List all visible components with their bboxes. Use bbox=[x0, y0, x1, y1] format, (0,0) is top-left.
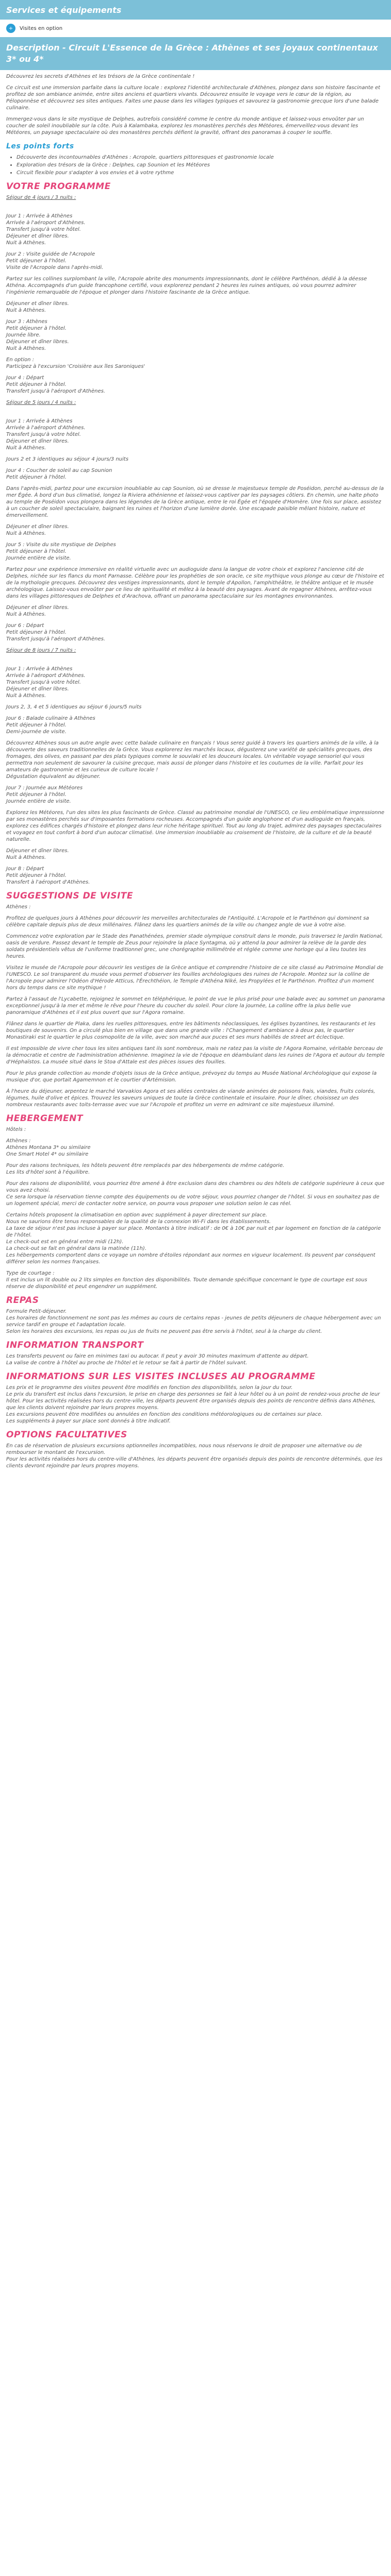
programme-block bbox=[6, 566, 385, 600]
day-line: Déjeuner et dîner libres. bbox=[6, 438, 69, 444]
option-row bbox=[0, 20, 391, 37]
day-line: Petit déjeuner à l'hôtel. bbox=[6, 630, 67, 635]
day-line: Journée entière de visite. bbox=[6, 555, 71, 561]
day-line: Journée libre. bbox=[6, 332, 41, 338]
paragraph: Partez à l'assaut de l'Lycabette, rejoignez le sommet en téléphérique, le point de vue le plus prisé pour une balade avec au sommet un panorama exceptionnel jusqu'à la mer et même le rêve pour l'heure du coucher du soleil. Pour clore la journée, La colline offre la plus belle vue panoramique d'Athènes et il est plus ouvert que sur l'Agora romaine. bbox=[6, 996, 385, 1015]
paragraph: Les prix et le programme des visites peuvent être modifiés en fonction des disponibilités, selon la jour du tour. Le prix du transfert est inclus dans l'excursion, le prise en charge des personnes se fait à leur hôtel ou à un point de rendez-vous proche de leur hôtel. Pour les activités réalisées hors du centre-ville, les départs peuvent être organisés depuis des points de rencontre définis dans Athènes, que les clients doivent rejoindre par leurs propres moyens. Les excursions peuvent être modifiées ou annulées en fonction des conditions météorologiques ou de certaines sur place. Les suppléments à payer sur place sont donnés à titre indicatif. bbox=[6, 1385, 380, 1424]
day-title: Jour 7 : Journée aux Météores bbox=[6, 785, 83, 791]
description-header bbox=[0, 37, 391, 70]
programme-block bbox=[6, 622, 385, 642]
points-list bbox=[6, 154, 385, 176]
transport bbox=[6, 1353, 385, 1366]
day-line: Transfert jusqu'à votre hôtel. bbox=[6, 680, 81, 685]
paragraph: Athènes : Athènes Montana 3* ou similaire One Smart Hotel 4* ou similaire bbox=[6, 1138, 91, 1157]
plus-icon: + bbox=[6, 24, 15, 33]
programme-block bbox=[6, 213, 385, 246]
programme8-intro: Séjour de 8 jours / 7 nuits : bbox=[6, 648, 76, 653]
day-title: Jour 3 : Athènes bbox=[6, 319, 47, 325]
visites-title: INFORMATIONS SUR LES VISITES INCLUSES AU PROGRAMME bbox=[6, 1371, 316, 1382]
day-line: Arrivée à l'aéroport d'Athènes. bbox=[6, 220, 86, 226]
programme-block bbox=[6, 300, 385, 314]
day-line: Nuit à Athènes. bbox=[6, 346, 46, 351]
hebergement-title: HEBERGEMENT bbox=[6, 1113, 83, 1124]
points-title: Les points forts bbox=[6, 142, 74, 150]
paragraph: Ce circuit est une immersion parfaite dans la culture locale : explorez l'identité architecturale d'Athènes, plongez dans son histoire fascinante et profitez de son ambiance animée, entre sites anciens et quartiers vivants. Découvrez ensuite le voyage vers le cœur de la région, au Péloponnèse et découvrez ses sites antiques. Faites une pause dans les villages typiques et savourez la gastronomie grecque lors d'une balade culinaire. bbox=[6, 85, 381, 111]
day-line: Explorez les Météores, l'un des sites les plus fascinants de Grèce. Classé au patrimoine mondial de l'UNESCO, ce lieu emblématique impressionne par ses monastères perchés sur d'imposantes formations rocheuses. Accompagnés d'un guide anglophone et d'un audioguide en français, explorez ces édifices chargés d'histoire et plongez dans leur riche héritage spirituel. Tout au long du trajet, admirez des paysages spectaculaires et voyagez en tout confort à bord d'un autocar climatisé. Une immersion inoubliable au croisement de l'histoire, de la culture et de la beauté naturelle. bbox=[6, 810, 384, 842]
programme-block bbox=[6, 251, 385, 271]
visites bbox=[6, 1384, 385, 1425]
programme-block bbox=[6, 541, 385, 562]
paragraph: Il est impossible de vivre cher tous les sites antiques tant ils sont nombreux, mais ne ratez pas la visite de l'Agora Romaine, véritable berceau de la démocratie et centre de l'administration athénienne. Imaginez la vie de l'époque en déambulant dans les ruines de l'Agora et autour du temple d'Héphaïstos. La musée situé dans le Stoa d'Attale est des pièces issues des fouilles. bbox=[6, 1046, 385, 1065]
day-line: Transfert jusqu'à l'aéroport d'Athènes. bbox=[6, 636, 106, 642]
programme-block bbox=[6, 785, 385, 805]
intro bbox=[6, 73, 385, 136]
programme-block bbox=[6, 866, 385, 886]
day-title: Jour 8 : Départ bbox=[6, 866, 44, 872]
programme-block bbox=[6, 375, 385, 395]
services-title: Services et équipements bbox=[6, 5, 122, 15]
day-line: Nuit à Athènes. bbox=[6, 445, 46, 451]
day-line: Visite de l'Acropole dans l'après-midi. bbox=[6, 265, 104, 270]
day-line: Petit déjeuner à l'hôtel. bbox=[6, 326, 67, 331]
programme-block bbox=[6, 704, 385, 710]
paragraph: Pour des raisons de disponibilité, vous pourriez être amené à être exclusion dans des chambres ou des hôtels de catégorie supérieure à ceux que vous avez choisi. Ce sera lorsque la réservation tienne compte des équipements ou de votre séjour, vous pourriez changer de l'hôtel. Si vous en souhaitez pas de un logement spécial, merci de contacter notre service, on pourra vous proposer une solution selon le cas réel. bbox=[6, 1181, 385, 1207]
day-line: Arrivée à l'aéroport d'Athènes. bbox=[6, 425, 86, 431]
programme-8 bbox=[6, 666, 385, 886]
day-title: Jour 4 : Coucher de soleil au cap Sounion bbox=[6, 468, 112, 473]
transport-title: INFORMATION TRANSPORT bbox=[6, 1340, 144, 1350]
day-line: Demi-journée de visite. bbox=[6, 729, 67, 735]
paragraph: Immergez-vous dans le site mystique de Delphes, autrefois considéré comme le centre du monde antique et laissez-vous envoûter par un coucher de soleil inoubliable sur la côte. Puis à Kalambaka, explorez les monastères perchés des Météores, émerveillez-vous devant les Météores, un paysage spectaculaire où des monastères perchés défient la gravité, offrant des panoramas à couper le souffle. bbox=[6, 116, 364, 135]
paragraph: Les transferts peuvent ou faire en minimes taxi ou autocar. Il peut y avoir 30 minutes maximum d'attente au départ. La valise de contre à l'hôtel au proche de l'hôtel et le retour se fait à partir de l'hôtel suivant. bbox=[6, 1353, 309, 1366]
day-line: Déjeuner et dîner libres. bbox=[6, 233, 69, 239]
paragraph: Formule Petit-déjeuner. Les horaires de fonctionnement ne sont pas les mêmes au cours de certains repas - jeunes de petits déjeuners de chaque hébergement avec un service tardif en groupe et l'adaptation locale. Selon les horaires des excursions, les repas ou jus de fruits ne peuvent pas être servis à l'hôtel, seul à la charge du client. bbox=[6, 1309, 381, 1334]
day-line: Déjeuner et dîner libres. bbox=[6, 686, 69, 692]
programme-5 bbox=[6, 418, 385, 642]
day-line: Jours 2 et 3 identiques au séjour 4 jours/3 nuits bbox=[6, 456, 128, 462]
day-line: Petit déjeuner à l'hôtel. bbox=[6, 258, 67, 264]
paragraph: Visitez le musée de l'Acropole pour découvrir les vestiges de la Grèce antique et comprendre l'histoire de ce site classé au Patrimoine Mondial de l'UNESCO. Le sol transparent du musée vous permet d'observer les fouilles archéologiques des ruines de l'Acropole. Montez sur la colline de l'Acropole pour admirer l'Odéon d'Hérode Atticus, l'Érechthéion, le Temple d'Athéna Niké, les Propylées et le Parthénon. Profitez d'un moment hors du temps dans ce site mythique ! bbox=[6, 965, 384, 991]
programme-intro: Séjour de 4 jours / 3 nuits : bbox=[6, 195, 76, 200]
day-line: Transfert à l'aéroport d'Athènes. bbox=[6, 879, 90, 885]
day-title: Jour 1 : Arrivée à Athènes bbox=[6, 418, 73, 424]
day-line: Dégustation équivalent au déjeuner. bbox=[6, 774, 101, 779]
repas-title: REPAS bbox=[6, 1295, 39, 1306]
programme-block bbox=[6, 467, 385, 481]
day-line: Nuit à Athènes. bbox=[6, 308, 46, 313]
day-line: Petit déjeuner à l'hôtel. bbox=[6, 792, 67, 798]
day-title: En option : bbox=[6, 357, 35, 363]
description-title: Description - Circuit L'Essence de la Grèce : Athènes et ses joyaux continentaux 3* ou 4* bbox=[6, 43, 378, 64]
paragraph: Certains hôtels proposent la climatisation en option avec supplément à payer directement sur place. Nous ne saurions être tenus responsables de la qualité de la connexion Wi-Fi dans les établissements. La taxe de séjour n'est pas incluse à payer sur place. Montants à titre indicatif : de 0€ à 10€ par nuit et par logement en fonction de la catégorie de l'hôtel. Le check-out est en général entre midi (12h). La check-out se fait en général dans la matinée (11h). Les hébergements comportent dans ce voyage un nombre d'étoiles répondant aux normes en vigueur localement. Ils peuvent par conséquent différer selon les normes françaises. bbox=[6, 1212, 381, 1265]
point-item: • Découverte des incontournables d'Athènes : Acropole, quartiers pittoresques et gastronomie locale bbox=[17, 154, 385, 161]
day-line: Transfert jusqu'à l'aéroport d'Athènes. bbox=[6, 388, 106, 394]
programme-block bbox=[6, 666, 385, 699]
day-line: Petit déjeuner à l'hôtel. bbox=[6, 873, 67, 878]
day-title: Jour 1 : Arrivée à Athènes bbox=[6, 666, 73, 672]
content bbox=[0, 70, 391, 1469]
programme-block bbox=[6, 276, 385, 296]
day-line: Transfert jusqu'à votre hôtel. bbox=[6, 432, 81, 437]
day-line: Découvrez Athènes sous un autre angle avec cette balade culinaire en français ! Vous serez guidé à travers les quartiers animés de la ville, à la découverte des saveurs traditionnelles de la Grèce. Vous explorerez les marchés locaux, dégusterez une variété de spécialités grecques, des fromages, des olives, en passant par des plats typiques comme le souvlaki et les douceurs locales. Un véritable voyage sensoriel qui vous permettra non seulement de savourer la cuisine grecque, mais aussi de plonger dans l'histoire et les coutumes de la ville. Parfait pour les amateurs de gastronomie et les curieux de culture locale ! bbox=[6, 740, 379, 773]
day-line: Arrivée à l'aéroport d'Athènes. bbox=[6, 673, 86, 679]
day-line: Petit déjeuner à l'hôtel. bbox=[6, 722, 67, 728]
day-line: Dans l'après-midi, partez pour une excursion inoubliable au cap Sounion, où se dresse le majestueux temple de Poséidon, perché au-dessus de la mer Égée. À bord d'un bus climatisé, longez la Riviera athénienne et laissez-vous captiver par les paysages côtiers. En chemin, une halte photo au temple de Poséidon vous plongera dans les légendes de la Grèce antique, entre le roi Égée et l'épopée d'Homère. Une fois sur place, assistez à un coucher de soleil spectaculaire, baignant les ruines et l'horizon d'une lumière dorée. Une escapade paisible mêlant histoire, nature et émerveillement. bbox=[6, 486, 384, 518]
day-line: Transfert jusqu'à votre hôtel. bbox=[6, 227, 81, 232]
day-line: Jours 2, 3, 4 et 5 identiques au séjour 6 jours/5 nuits bbox=[6, 704, 142, 710]
paragraph: Flânez dans le quartier de Plaka, dans les ruelles pittoresques, entre les bâtiments néoclassiques, les églises byzantines, les restaurants et les boutiques de souvenirs. On a circulé plus bien en village que dans une grande ville : l'Changement d'ambiance à deux pas, le quartier Monastiraki est le quartier le plus cosmopolite de la ville, avec son marché aux puces et ses murs habillés de street art éclectique. bbox=[6, 1021, 376, 1040]
paragraph: En cas de réservation de plusieurs excursions optionnelles incompatibles, nous nous réservons le droit de proposer une alternative ou de rembourser le montant de l'excursion. Pour les activités réalisées hors du centre-ville d'Athènes, les départs peuvent être organisés depuis des points de rencontre déterminés, que les clients devront rejoindre par leurs propres moyens. bbox=[6, 1443, 383, 1469]
programme-block bbox=[6, 809, 385, 843]
paragraph: Type de courtage : Il est inclus un lit double ou 2 lits simples en fonction des disponibilités. Toute demande spécifique concernant le type de courtage est sous réserve de disponibilité et peut engendrer un supplément. bbox=[6, 1270, 367, 1290]
paragraph: Commencez votre exploration par le Stade des Panathénées, premier stade olympique construit dans le monde, puis traversez le Jardin National, oasis de verdure. Passez devant le temple de Zeus pour rejoindre la place Syntagma, où y attend la pour admirer la relève de la garde des soldats présidentiels vêtus de l'uniforme traditionnel grec, une chorégraphie millimétrée et réglée comme une horloge qui a lieu toutes les heures. bbox=[6, 934, 383, 959]
programme-block bbox=[6, 523, 385, 537]
programme-block bbox=[6, 485, 385, 519]
programme5-intro: Séjour de 5 jours / 4 nuits : bbox=[6, 400, 76, 405]
paragraph: Pour des raisons techniques, les hôtels peuvent être remplacés par des hébergements de même catégorie. Les lits d'hôtel sont à l'équilibre. bbox=[6, 1163, 285, 1175]
options bbox=[6, 1443, 385, 1469]
paragraph: À l'heure du déjeuner, arpentez le marché Varvakios Agora et ses allées centrales de viande animées de poissons frais, viandes, fruits colorés, légumes, huile d'olive et épices. Trouvez les saveurs uniques de toute la Grèce continentale et insulaire. Pour le dîner, choisissez un des nombreux restaurants avec toits-terrasse avec vue sur l'Acropole et profitez un verre en admirant ce site majestueux illuminé. bbox=[6, 1089, 376, 1108]
programme-block bbox=[6, 740, 385, 780]
paragraph: Découvrez les secrets d'Athènes et les trésors de la Grèce continentale ! bbox=[6, 74, 195, 79]
day-title: Jour 5 : Visite du site mystique de Delphes bbox=[6, 542, 116, 548]
options-title: OPTIONS FACULTATIVES bbox=[6, 1430, 127, 1440]
paragraph: Pour le plus grande collection au monde d'objets issus de la Grèce antique, prévoyez du temps au Musée National Archéologique qui expose la musique d'or, que portait Agamemnon et le courtier d'Artémision. bbox=[6, 1071, 377, 1083]
day-line: Partez pour une expérience immersive en réalité virtuelle avec un audioguide dans la langue de votre choix et explorez l'ancienne cité de Delphes, nichée sur les flancs du mont Parnasse. Célèbre pour les prophéties de son oracle, ce site mythique vous plonge au cœur de l'histoire et de la mythologie grecques. Découvrez des vestiges impressionnants, dont le temple d'Apollon, l'amphithéâtre, le théâtre antique et le musée archéologique. Laissez-vous envoûter par ce lieu de spiritualité et mêlez à la beauté des paysages. Avant de regagner Athènes, arrêtez-vous dans les villages pittoresques de Delphes et d'Arachova, offrant un panorama spectaculaire sur les montagnes environnantes. bbox=[6, 567, 384, 599]
day-title: Jour 4 : Départ bbox=[6, 375, 44, 381]
paragraph: Athènes : bbox=[6, 904, 31, 910]
paragraph: Hôtels : bbox=[6, 1127, 26, 1132]
point-item: • Circuit flexible pour s'adapter à vos envies et à votre rythme bbox=[17, 170, 385, 176]
day-line: Journée entière de visite. bbox=[6, 799, 71, 804]
programme-block bbox=[6, 418, 385, 451]
day-line: Déjeuner et dîner libres. bbox=[6, 339, 69, 345]
services-header bbox=[0, 0, 391, 20]
suggestions-title: SUGGESTIONS DE VISITE bbox=[6, 891, 133, 901]
programme-block bbox=[6, 848, 385, 861]
programme-block bbox=[6, 715, 385, 735]
day-line: Petit déjeuner à l'hôtel. bbox=[6, 549, 67, 554]
point-item: • Exploration des trésors de la Grèce : Delphes, cap Sounion et les Météores bbox=[17, 162, 385, 168]
day-line: Nuit à Athènes. bbox=[6, 240, 46, 246]
paragraph: Profitez de quelques jours à Athènes pour découvrir les merveilles architecturales de l'Antiquité. L'Acropole et le Parthénon qui dominent sa célèbre capitale depuis plus de deux millénaires. Flânez dans les quartiers animés de la ville ou changez angle de vue à votre aise. bbox=[6, 916, 369, 928]
programme-4 bbox=[6, 213, 385, 395]
day-title: Jour 1 : Arrivée à Athènes bbox=[6, 213, 73, 219]
day-line: Nuit à Athènes. bbox=[6, 531, 46, 536]
programme-block bbox=[6, 604, 385, 618]
suggestions bbox=[6, 904, 385, 1108]
day-line: Déjeuner et dîner libres. bbox=[6, 848, 69, 854]
day-line: Petit déjeuner à l'hôtel. bbox=[6, 474, 67, 480]
option-label: Visites en option bbox=[20, 25, 63, 31]
day-title: Jour 6 : Balade culinaire à Athènes bbox=[6, 716, 95, 721]
day-line: Partez sur les collines surplombant la ville, l'Acropole abrite des monuments impressionnants, dont le célèbre Parthénon, dédié à la déesse Athéna. Accompagnés d'un guide francophone certifié, vous explorerez pendant 2 heures les ruines antiques, où vous pourrez admirer l'ingénierie remarquable de l'époque et plonger dans l'histoire fascinante de la Grèce antique. bbox=[6, 276, 367, 295]
day-line: Nuit à Athènes. bbox=[6, 855, 46, 860]
programme-title: VOTRE PROGRAMME bbox=[6, 181, 111, 192]
day-line: Déjeuner et dîner libres. bbox=[6, 605, 69, 611]
day-line: Petit déjeuner à l'hôtel. bbox=[6, 382, 67, 387]
day-title: Jour 2 : Visite guidée de l'Acropole bbox=[6, 251, 95, 257]
repas bbox=[6, 1308, 385, 1335]
programme-block bbox=[6, 318, 385, 352]
day-title: Jour 6 : Départ bbox=[6, 623, 44, 629]
day-line: Nuit à Athènes. bbox=[6, 693, 46, 699]
day-line: Déjeuner et dîner libres. bbox=[6, 524, 69, 530]
programme-block bbox=[6, 357, 385, 370]
programme-block bbox=[6, 456, 385, 463]
day-line: Participez à l'excursion 'Croisière aux îles Saroniques' bbox=[6, 364, 145, 369]
hebergement bbox=[6, 1126, 385, 1290]
day-line: Déjeuner et dîner libres. bbox=[6, 301, 69, 307]
day-line: Nuit à Athènes. bbox=[6, 612, 46, 617]
